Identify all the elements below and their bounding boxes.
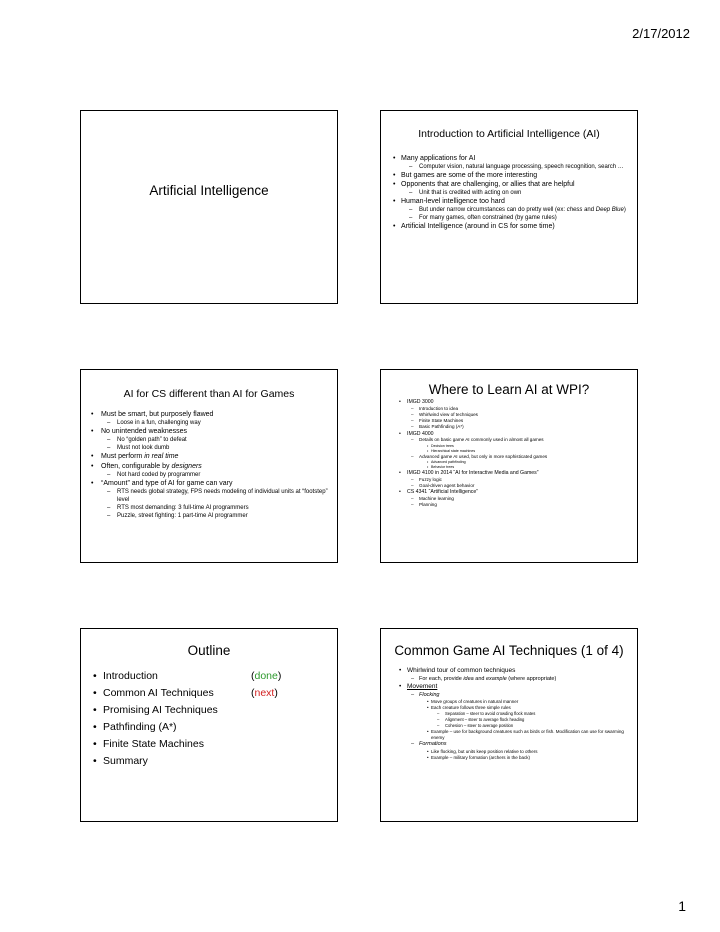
bullet: • CS 4341 “Artificial Intelligence” bbox=[381, 489, 637, 496]
slide-2 bbox=[380, 110, 638, 304]
bullet bbox=[81, 462, 337, 471]
sub-bullet: – Planning bbox=[381, 502, 637, 508]
sub-sub-bullet: • Each creature follows three simple rules bbox=[381, 705, 637, 711]
text: (where appropriate) bbox=[506, 675, 557, 682]
paren: ) bbox=[277, 670, 282, 682]
sub-bullet: – Finite State Machines bbox=[381, 418, 637, 424]
sub-bullet: – Basic Pathfinding (A*) bbox=[381, 424, 637, 430]
sub-bullet bbox=[381, 676, 637, 684]
sub-bullet: – Computer vision, natural language processing, speech recognition, search … bbox=[381, 163, 637, 171]
outline-item bbox=[81, 753, 337, 770]
slide-5 bbox=[80, 628, 338, 822]
sub-bullet: – Details on basic game AI commonly used in almost all games bbox=[381, 437, 637, 443]
slide-1-title: Artificial Intelligence bbox=[149, 183, 269, 198]
sub-bullet: – For many games, often constrained (by game rules) bbox=[381, 214, 637, 222]
slide-3 bbox=[80, 369, 338, 563]
outline-item bbox=[81, 736, 337, 753]
bullet: • “Amount” and type of AI for game can vary bbox=[81, 479, 337, 488]
text-italic: chess bbox=[566, 207, 583, 213]
slide-3-bullets bbox=[81, 410, 337, 520]
outline-item-label: Promising AI Techniques bbox=[103, 704, 218, 716]
sub-bullet bbox=[381, 692, 637, 700]
sub-sub-bullet: • Advanced pathfinding bbox=[381, 460, 637, 465]
sub-sub-bullet: • Behavior trees bbox=[381, 465, 637, 470]
outline-list bbox=[81, 668, 337, 770]
sub-sub-bullet: • Hierarchical state machines bbox=[381, 449, 637, 454]
slide-4-bullets bbox=[381, 399, 637, 508]
text-italic: Deep Blue bbox=[595, 207, 624, 213]
outline-item-label: Summary bbox=[103, 755, 148, 767]
slide-2-bullets bbox=[381, 154, 637, 231]
slide-1 bbox=[80, 110, 338, 304]
slide-6-bullets bbox=[381, 667, 637, 761]
outline-status bbox=[251, 685, 278, 702]
slide-5-title: Outline bbox=[187, 643, 231, 658]
fourth-level-bullet: – Cohesion – steer to average position bbox=[381, 723, 637, 729]
slide-4 bbox=[380, 369, 638, 563]
text: For each, provide bbox=[419, 675, 464, 682]
outline-status bbox=[251, 668, 281, 685]
sub-sub-bullet: • Move groups of creatures in natural manner bbox=[381, 699, 637, 705]
outline-item-label: Finite State Machines bbox=[103, 738, 204, 750]
bullet: • No unintended weaknesses bbox=[81, 427, 337, 436]
sub-sub-bullet: • Decision trees bbox=[381, 444, 637, 449]
outline-item bbox=[81, 668, 337, 685]
text-underlined: Movement bbox=[407, 683, 438, 690]
text: But under narrow circumstances can do pretty well (ex: bbox=[419, 207, 567, 213]
bullet: • Whirlwind tour of common techniques bbox=[381, 667, 637, 676]
bullet: • IMGD 4100 in 2014 “AI for Interactive Media and Games” bbox=[381, 470, 637, 477]
sub-bullet: – Introduction to idea bbox=[381, 406, 637, 412]
sub-sub-bullet: • Example – use for background creatures such as birds or fish. Modification can use for swarming enemy bbox=[381, 729, 637, 741]
paren: ( bbox=[251, 687, 255, 699]
outline-item bbox=[81, 719, 337, 736]
bullet: • But games are some of the more interesting bbox=[381, 171, 637, 180]
sub-sub-bullet: • Example – military formation (archers in the back) bbox=[381, 755, 637, 761]
status-done: done bbox=[254, 670, 278, 682]
sub-bullet: – Not hard coded by programmer bbox=[81, 471, 337, 479]
outline-item-label: Introduction bbox=[103, 670, 158, 682]
text: Must perform bbox=[101, 453, 145, 461]
text-italic: in real time bbox=[144, 453, 179, 461]
sub-bullet: – RTS needs global strategy, FPS needs modeling of individual units at “footstep” level bbox=[81, 488, 337, 504]
slide-4-title: Where to Learn AI at WPI? bbox=[428, 382, 590, 397]
slide-2-title: Introduction to Artificial Intelligence (AI) bbox=[418, 128, 600, 140]
page-number: 1 bbox=[678, 898, 686, 914]
slide-3-title: AI for CS different than AI for Games bbox=[123, 388, 295, 400]
sub-bullet: – Loose in a fun, challenging way bbox=[81, 419, 337, 427]
outline-item bbox=[81, 702, 337, 719]
sub-bullet: – Unit that is credited with acting on own bbox=[381, 189, 637, 197]
sub-bullet: – Puzzle, street fighting: 1 part-time AI programmer bbox=[81, 512, 337, 520]
bullet bbox=[381, 683, 637, 692]
fourth-level-bullet: – Separation – steer to avoid crowding flock mates bbox=[381, 711, 637, 717]
sub-bullet bbox=[381, 741, 637, 749]
bullet: • IMGD 4000 bbox=[381, 431, 637, 438]
text-italic: Formations bbox=[419, 741, 447, 747]
bullet: • IMGD 3000 bbox=[381, 399, 637, 406]
sub-bullet: – Machine learning bbox=[381, 496, 637, 502]
fourth-level-bullet: – Alignment – steer to average flock heading bbox=[381, 717, 637, 723]
slide-6 bbox=[380, 628, 638, 822]
outline-item bbox=[81, 685, 337, 702]
bullet: • Opponents that are challenging, or allies that are helpful bbox=[381, 180, 637, 189]
sub-bullet: – No “golden path” to defeat bbox=[81, 436, 337, 444]
bullet: • Artificial Intelligence (around in CS for some time) bbox=[381, 222, 637, 231]
slide-6-title: Common Game AI Techniques (1 of 4) bbox=[394, 643, 624, 658]
text: ) bbox=[623, 207, 626, 213]
sub-bullet: – RTS most demanding: 3 full-time AI programmers bbox=[81, 504, 337, 512]
status-next: next bbox=[254, 687, 275, 699]
sub-bullet: – Fuzzy logic bbox=[381, 477, 637, 483]
bullet: • Many applications for AI bbox=[381, 154, 637, 163]
paren: ( bbox=[251, 670, 255, 682]
text: Often, configurable by bbox=[101, 462, 172, 470]
text-italic: idea bbox=[463, 675, 474, 682]
sub-bullet: – Advanced game AI used, but only in more sophisticated games bbox=[381, 454, 637, 460]
sub-bullet: – Whirlwind view of techniques bbox=[381, 412, 637, 418]
sub-bullet: – Must not look dumb bbox=[81, 444, 337, 452]
text: and bbox=[473, 675, 486, 682]
text-italic: example bbox=[485, 675, 507, 682]
sub-sub-bullet: • Like flocking, but units keep position relative to others bbox=[381, 749, 637, 755]
text: and bbox=[582, 207, 596, 213]
sub-bullet: – Goal-driven agent behavior bbox=[381, 483, 637, 489]
outline-item-label: Pathfinding (A*) bbox=[103, 721, 177, 733]
sub-bullet bbox=[381, 206, 637, 214]
bullet bbox=[81, 452, 337, 461]
text-italic: designers bbox=[171, 462, 202, 470]
header-date: 2/17/2012 bbox=[632, 26, 690, 41]
bullet: • Human-level intelligence too hard bbox=[381, 197, 637, 206]
text-italic: Flocking bbox=[419, 691, 440, 698]
paren: ) bbox=[274, 687, 278, 699]
bullet: • Must be smart, but purposely flawed bbox=[81, 410, 337, 419]
outline-item-label: Common AI Techniques bbox=[103, 687, 214, 699]
